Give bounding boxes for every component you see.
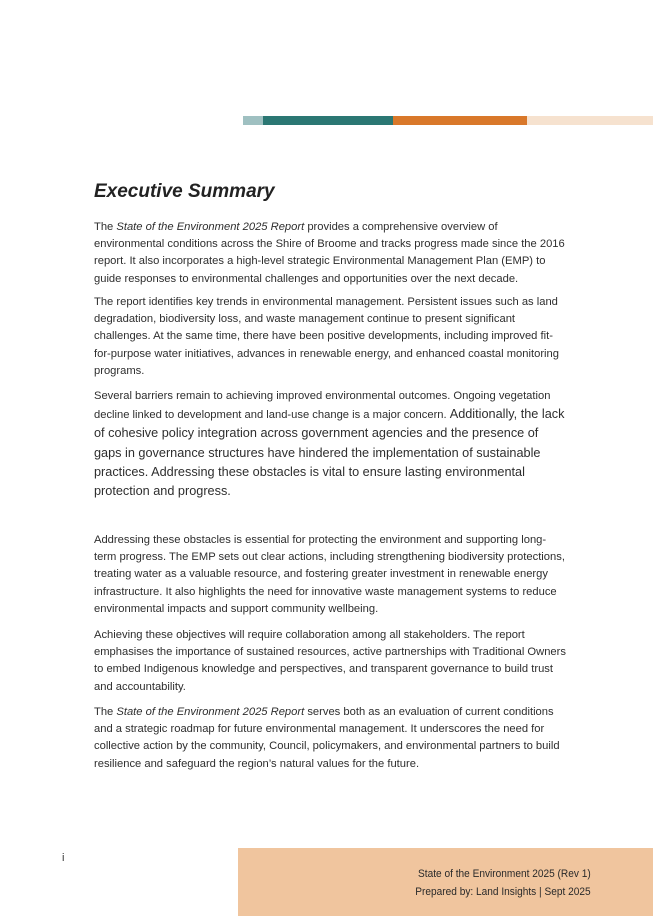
paragraph-1 xyxy=(94,219,566,288)
footer-report-title: State of the Environment 2025 (Rev 1) xyxy=(418,868,591,880)
footer-prepared-by: Prepared by: Land Insights | Sept 2025 xyxy=(415,886,591,898)
footer-box xyxy=(238,848,653,916)
paragraph-3-larger: Additionally, the lack of cohesive policy integration across government agencies and the presence of gaps in governance structures have hindered the implementation of sustainable practices. Addressing these obstacles is vital to ensure lasting environmental protection and progress. xyxy=(94,407,565,499)
paragraph-3 xyxy=(94,388,566,501)
report-title-reference: State of the Environment 2025 Report xyxy=(116,706,305,718)
paragraph-6-post: serves both as an evaluation of current conditions and a strategic roadmap for future environmental management. It underscores the need for collective action by the community, Council, policymakers, and environmental partners to build resilience and safeguard the region’s natural values for the future. xyxy=(94,706,560,770)
paragraph-5: Achieving these objectives will require collaboration among all stakeholders. The report emphasises the importance of sustained resources, active partnerships with Traditional Owners to embed Indigenous knowledge and perspectives, and transparent governance to build trust and accountability. xyxy=(94,629,566,693)
header-band-cream xyxy=(527,116,653,125)
header-band-light-teal xyxy=(243,116,263,125)
paragraph-4: Addressing these obstacles is essential for protecting the environment and supporting long-term progress. The EMP sets out clear actions, including strengthening biodiversity protections, treating water as a valuable resource, and fostering greater investment in renewable energy infrastructure. It also highlights the need for innovative waste management systems to reduce environmental impacts and support community wellbeing. xyxy=(94,534,565,615)
report-title-reference: State of the Environment 2025 Report xyxy=(116,221,305,233)
page-title: Executive Summary xyxy=(94,181,275,202)
paragraph-1-post: provides a comprehensive overview of environmental conditions across the Shire of Broome and tracks progress made since the 2016 report. It also incorporates a high-level strategic Environmental Management Plan (EMP) to guide responses to environmental challenges and opportunities over the next decade. xyxy=(94,221,565,285)
page-number: i xyxy=(62,852,65,864)
paragraph-3-normal: Several barriers remain to achieving improved environmental outcomes. Ongoing vegetation decline linked to development and land-use change is a major concern. xyxy=(94,390,551,422)
paragraph-1-pre: The xyxy=(94,221,117,233)
header-band-orange xyxy=(393,116,527,125)
paragraph-6 xyxy=(94,704,566,773)
paragraph-2: The report identifies key trends in environmental management. Persistent issues such as land degradation, biodiversity loss, and waste management continue to present significant challenges. At the same time, there have been positive developments, including improved fit-for-purpose water initiatives, advances in renewable energy, and enhanced coastal monitoring programs. xyxy=(94,296,559,377)
header-band-teal xyxy=(263,116,393,125)
paragraph-6-pre: The xyxy=(94,706,117,718)
